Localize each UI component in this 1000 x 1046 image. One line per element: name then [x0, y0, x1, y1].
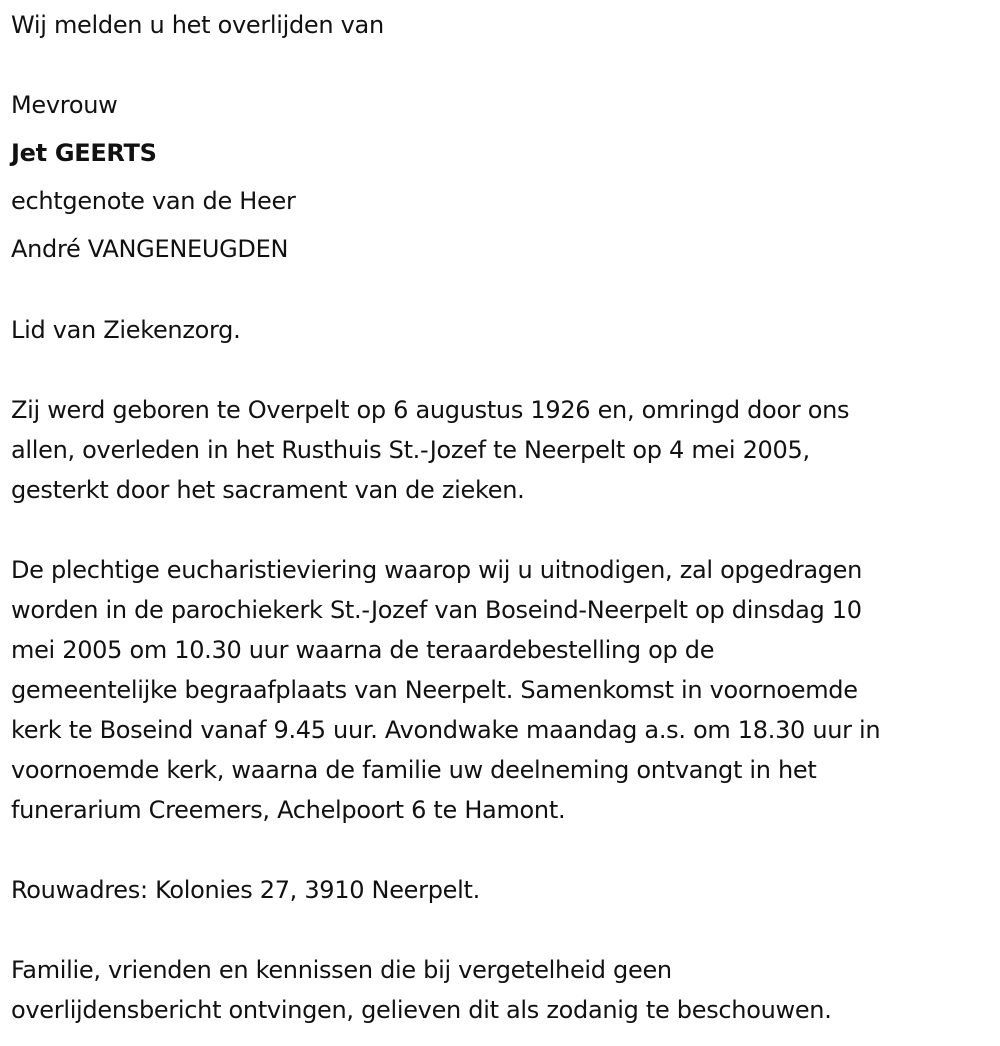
birth-death-line-2: allen, overleden in het Rusthuis St.-Jozef te Neerpelt op 4 mei 2005,	[11, 436, 810, 464]
ceremony-line-7: funerarium Creemers, Achelpoort 6 te Hamont.	[11, 796, 566, 824]
birth-death-line-3: gesterkt door het sacrament van de zieken.	[11, 476, 525, 504]
relation-text: echtgenote van de Heer	[11, 187, 296, 215]
ceremony-line-3: mei 2005 om 10.30 uur waarna de teraardebestelling op de	[11, 636, 715, 664]
closing-line-1: Familie, vrienden en kennissen die bij vergetelheid geen	[11, 956, 672, 984]
closing-line-2: overlijdensbericht ontvingen, gelieven dit als zodanig te beschouwen.	[11, 996, 832, 1024]
mourning-address: Rouwadres: Kolonies 27, 3910 Neerpelt.	[11, 876, 480, 904]
ceremony-line-5: kerk te Boseind vanaf 9.45 uur. Avondwake maandag a.s. om 18.30 uur in	[11, 716, 881, 744]
title-text: Mevrouw	[11, 91, 118, 119]
membership-text: Lid van Ziekenzorg.	[11, 316, 241, 344]
ceremony-line-4: gemeentelijke begraafplaats van Neerpelt. Samenkomst in voornoemde	[11, 676, 858, 704]
birth-death-line-1: Zij werd geboren te Overpelt op 6 augustus 1926 en, omringd door ons	[11, 396, 850, 424]
ceremony-line-2: worden in de parochiekerk St.-Jozef van Boseind-Neerpelt op dinsdag 10	[11, 596, 862, 624]
spouse-name: André VANGENEUGDEN	[11, 235, 289, 263]
deceased-name: Jet GEERTS	[11, 139, 157, 167]
intro-text: Wij melden u het overlijden van	[11, 11, 384, 39]
ceremony-line-6: voornoemde kerk, waarna de familie uw deelneming ontvangt in het	[11, 756, 817, 784]
ceremony-line-1: De plechtige eucharistieviering waarop wij u uitnodigen, zal opgedragen	[11, 556, 863, 584]
